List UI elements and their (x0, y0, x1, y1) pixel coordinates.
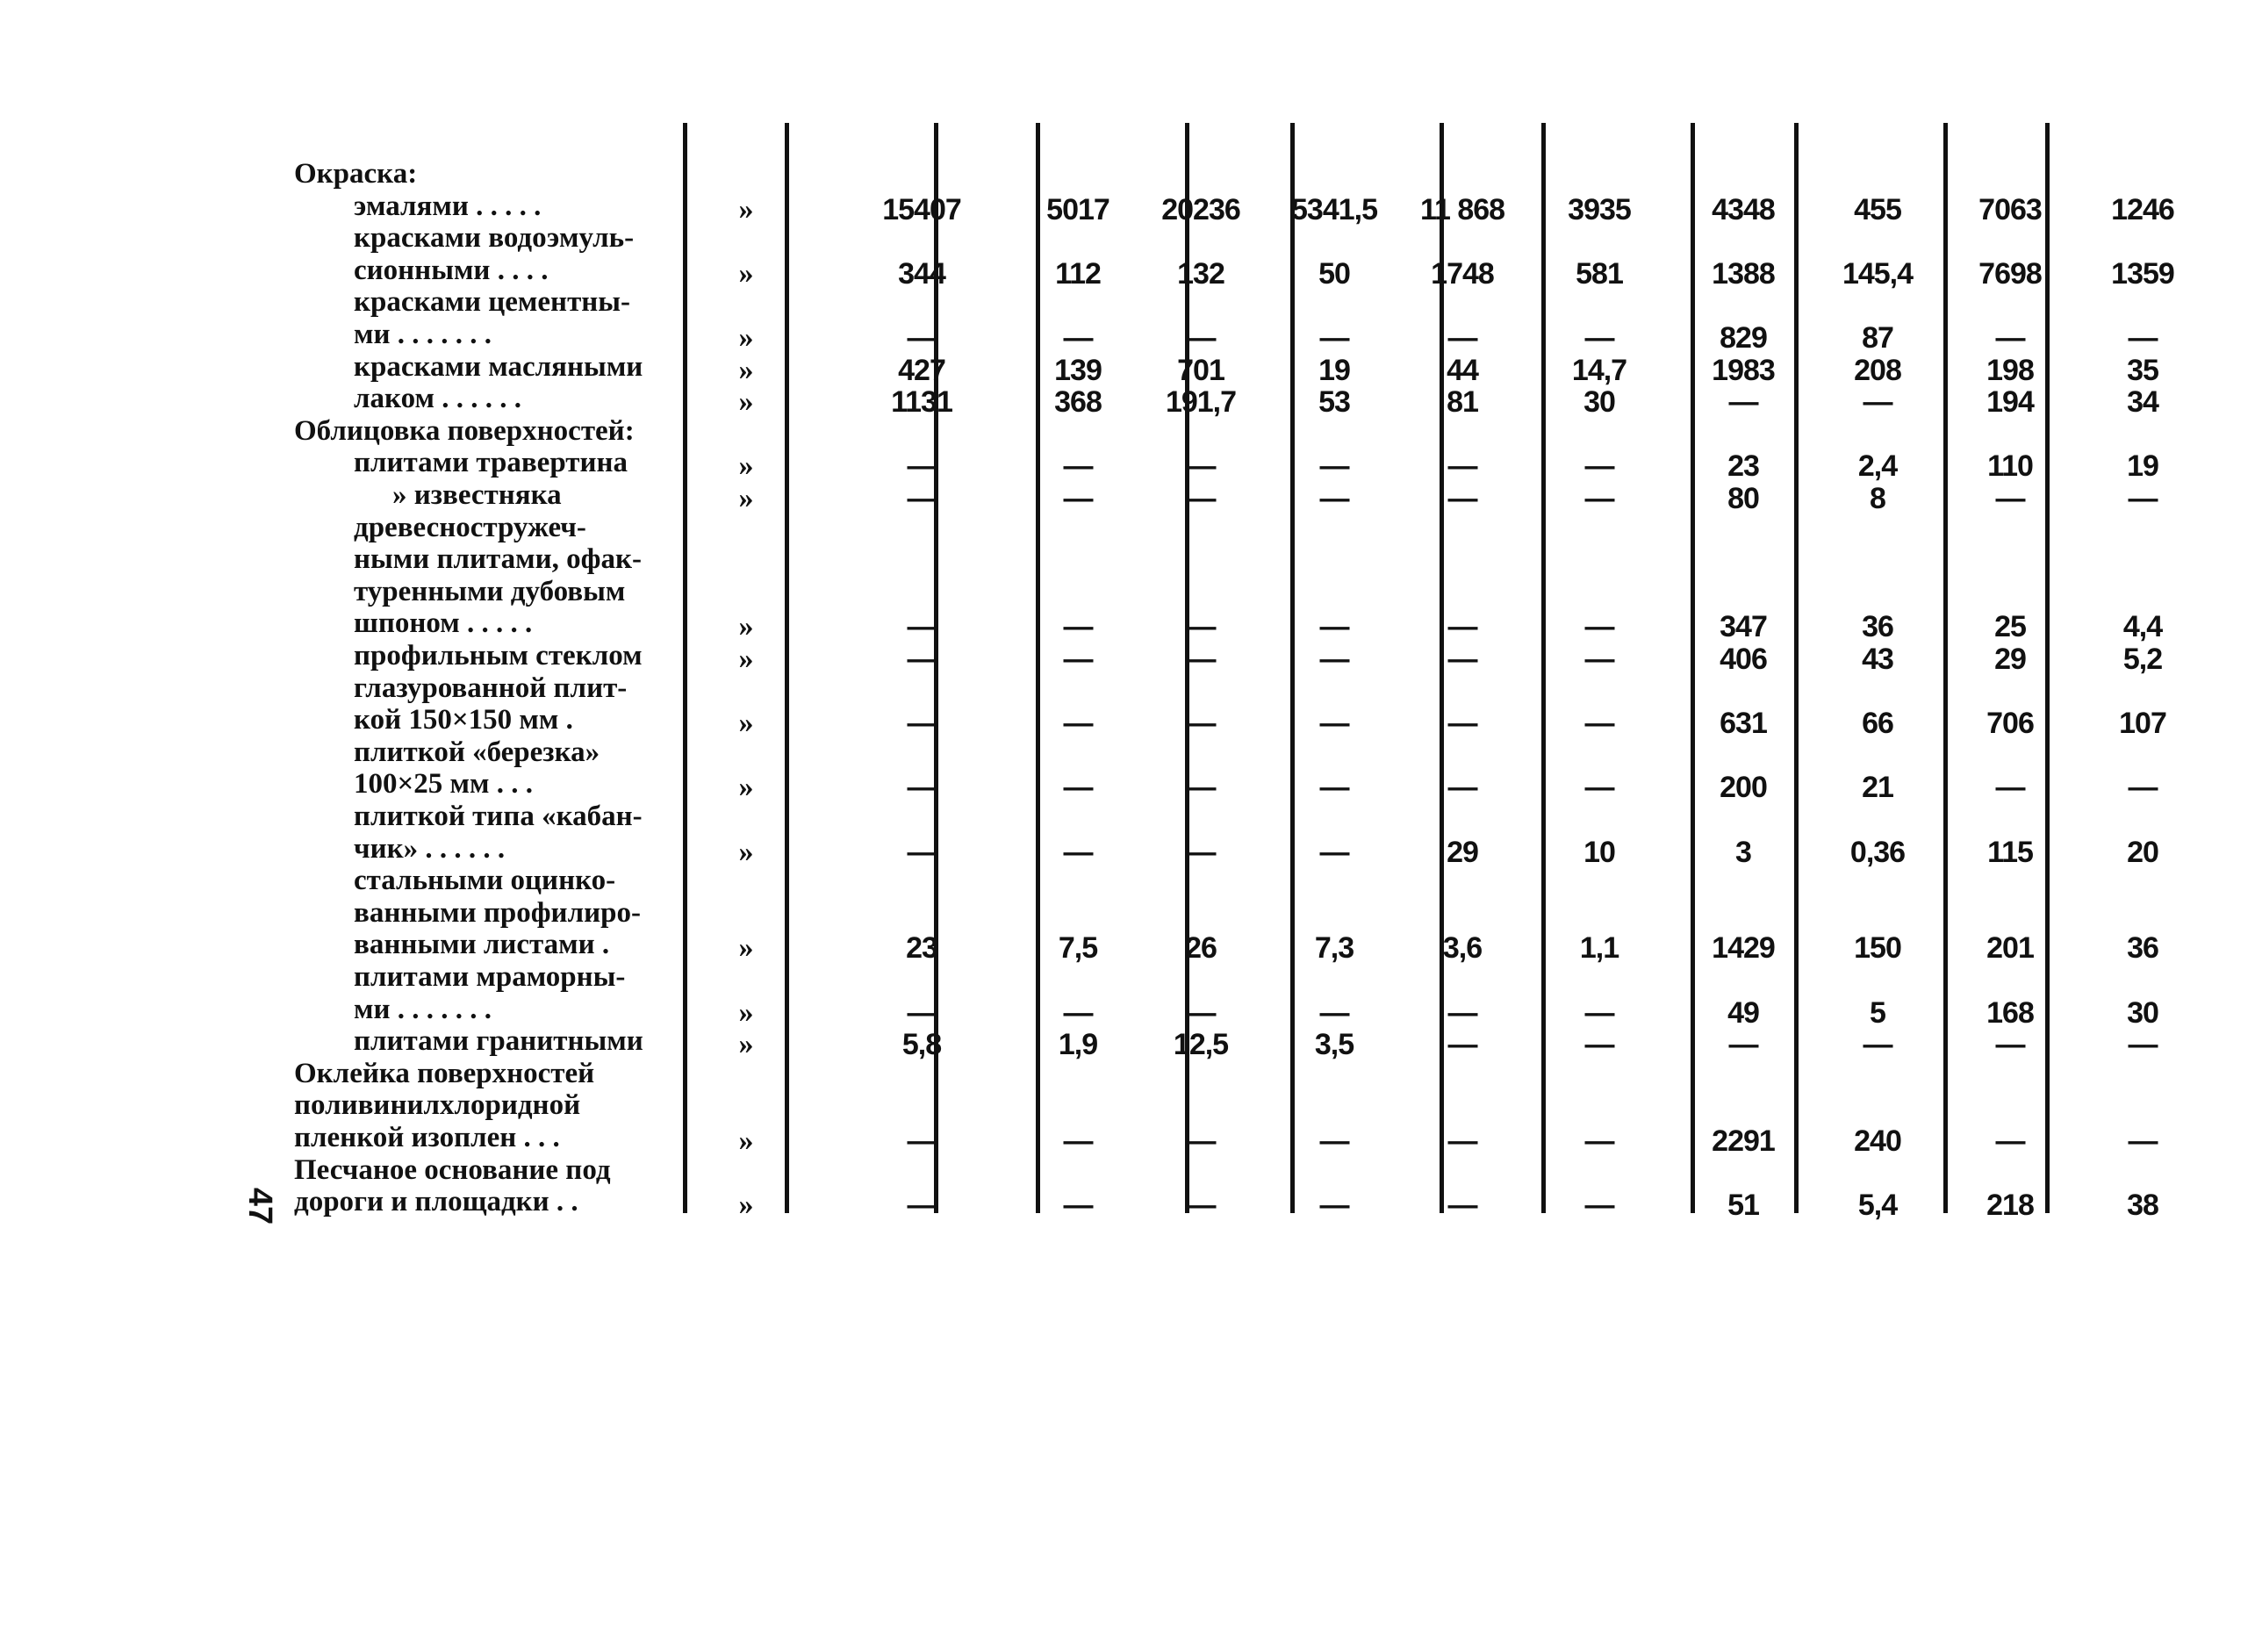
table-cell: 5,8 (901, 1028, 942, 1062)
table-cell: 1748 (1431, 256, 1494, 291)
page-number: 47 (241, 1187, 278, 1225)
unit-mark: » (738, 353, 754, 386)
table-cell: — (1063, 771, 1093, 805)
row-label-line: красками цементны- (354, 286, 631, 319)
table-cell: — (1584, 610, 1614, 644)
table-cell: 11 868 (1419, 192, 1505, 226)
table-cell: — (1319, 482, 1349, 515)
table-cell: 631 (1720, 707, 1767, 741)
table-cell: 81 (1447, 385, 1478, 420)
unit-mark: » (738, 931, 754, 965)
row-label-line: плиткой «березка» (354, 736, 600, 768)
table-cell: — (1186, 1189, 1216, 1223)
table-cell: 200 (1720, 771, 1767, 805)
table-cell: — (1186, 1124, 1216, 1158)
table-cell: — (1319, 643, 1349, 676)
table-cell: — (1584, 1189, 1614, 1223)
table-cell: 34 (2127, 385, 2158, 420)
table-cell: — (1584, 482, 1614, 515)
table-cell: — (1186, 707, 1216, 741)
row-label-line: плитами мраморны- (354, 961, 626, 993)
table-cell: — (1863, 1028, 1892, 1062)
row-label-line: ми . . . . . . . (354, 993, 492, 1025)
unit-mark: » (738, 449, 754, 483)
table-cell: 344 (898, 256, 945, 291)
table-cell: — (1995, 1124, 2025, 1158)
table-cell: — (1063, 321, 1093, 355)
table-cell: — (1995, 1028, 2025, 1062)
unit-mark: » (738, 1189, 754, 1222)
table-cell: 4348 (1712, 192, 1775, 226)
table-cell: — (1186, 321, 1216, 355)
table-cell: — (1584, 449, 1614, 484)
row-label-line: красками масляными (354, 350, 643, 383)
table-cell: 1,1 (1579, 931, 1619, 966)
table-cell: 29 (1447, 835, 1478, 869)
unit-mark: » (738, 192, 754, 226)
table-cell: — (2128, 1028, 2158, 1062)
table-cell: 12,5 (1173, 1028, 1229, 1062)
row-label-line: сионными . . . . (354, 254, 549, 286)
table-cell: 1131 (891, 385, 952, 420)
table-cell: — (1186, 449, 1216, 484)
table-cell: 87 (1862, 321, 1893, 355)
table-cell: — (1319, 835, 1349, 869)
table-cell: — (1319, 610, 1349, 644)
table-cell: — (907, 707, 937, 741)
table-cell: — (907, 1189, 937, 1223)
table-cell: 1246 (2111, 192, 2174, 226)
table-cell: 139 (1054, 353, 1102, 387)
table-cell: — (1447, 771, 1477, 805)
table-cell: 43 (1862, 643, 1893, 676)
table-cell: 20236 (1161, 192, 1240, 226)
table-cell: 80 (1727, 482, 1759, 515)
row-label-line: Окраска: (294, 158, 418, 190)
table-cell: 240 (1854, 1124, 1901, 1158)
table-cell: — (1319, 1124, 1349, 1158)
row-label-line: плиткой типа «кабан- (354, 801, 643, 832)
table-cell: 35 (2127, 353, 2158, 387)
table-cell: — (1319, 1189, 1349, 1223)
row-label-line: шпоном . . . . . (354, 607, 533, 640)
table-cell: — (1447, 1189, 1477, 1223)
row-label-line: ванными профилиро- (354, 896, 641, 929)
row-label-line: Облицовка поверхностей: (294, 414, 635, 447)
table-cell: — (2128, 1124, 2158, 1158)
row-label-line: эмалями . . . . . (354, 190, 542, 222)
table-cell: — (1447, 643, 1477, 676)
table-cell: — (1584, 1028, 1614, 1062)
row-label-line: профильным стеклом (354, 640, 643, 672)
table-cell: 829 (1720, 321, 1767, 355)
table-cell: — (1319, 771, 1349, 805)
table-cell: 23 (1727, 449, 1759, 484)
table-cell: — (1063, 835, 1093, 869)
table-cell: — (1447, 449, 1477, 484)
table-cell: 194 (1986, 385, 2034, 420)
table-cell: 115 (1987, 835, 2033, 869)
table-cell: 198 (1986, 353, 2034, 387)
table-cell: 5341,5 (1291, 192, 1377, 226)
unit-mark: » (738, 256, 754, 290)
table-cell: 53 (1318, 385, 1350, 420)
table-cell: 49 (1727, 995, 1759, 1030)
table-cell: 7,3 (1314, 931, 1354, 966)
table-cell: — (2128, 482, 2158, 515)
table-cell: 168 (1986, 995, 2034, 1030)
table-cell: 368 (1054, 385, 1102, 420)
table-cell: 5017 (1046, 192, 1109, 226)
table-cell: 36 (1862, 610, 1893, 644)
table-cell: 26 (1185, 931, 1217, 966)
table-cell: — (1447, 1124, 1477, 1158)
table-cell: — (1584, 1124, 1614, 1158)
table-cell: — (1319, 995, 1349, 1030)
table-cell: 1,9 (1058, 1028, 1098, 1062)
table-cell: — (1063, 707, 1093, 741)
table-cell: — (907, 321, 937, 355)
table-cell: — (2128, 771, 2158, 805)
table-cell: 208 (1854, 353, 1901, 387)
unit-mark: » (738, 1124, 754, 1157)
table-cell: 21 (1862, 771, 1893, 805)
table-cell: — (1447, 610, 1477, 644)
table-cell: 1983 (1712, 353, 1775, 387)
table-cell: 2,4 (1857, 449, 1898, 484)
table-cell: 19 (1318, 353, 1350, 387)
table-cell: — (1584, 643, 1614, 676)
table-cell: 50 (1318, 256, 1350, 291)
table-cell: 38 (2127, 1189, 2158, 1223)
row-label-line: лаком . . . . . . (354, 383, 521, 415)
table-cell: 150 (1854, 931, 1901, 966)
table-cell: — (1063, 610, 1093, 644)
column-rule (1943, 123, 1948, 1213)
row-label-line: пленкой изоплен . . . (294, 1122, 560, 1153)
unit-mark: » (738, 643, 754, 675)
table-cell: 19 (2127, 449, 2158, 484)
table-cell: — (1063, 995, 1093, 1030)
row-label-line: Оклейка поверхностей (294, 1057, 595, 1089)
table-cell: 51 (1727, 1189, 1759, 1223)
row-label-line: чик» . . . . . . (354, 832, 506, 865)
table-cell: — (1186, 995, 1216, 1030)
row-label-line: ми . . . . . . . (354, 319, 492, 350)
table-cell: — (1063, 449, 1093, 484)
table-cell: 25 (1994, 610, 2026, 644)
unit-mark: » (738, 771, 754, 804)
unit-mark: » (738, 321, 754, 354)
table-cell: — (907, 482, 937, 515)
table-cell: 0,36 (1849, 835, 1906, 869)
row-label-line: » известняка (392, 479, 562, 511)
row-label-line: ванными листами . (354, 929, 610, 961)
unit-mark: » (738, 835, 754, 868)
table-cell: — (907, 1124, 937, 1158)
table-cell: 3 (1735, 835, 1751, 869)
table-cell: 191,7 (1165, 385, 1237, 420)
table-cell: 110 (1987, 449, 2033, 484)
row-label-line: древесностружеч- (354, 511, 586, 543)
table-cell: 1388 (1712, 256, 1775, 291)
table-cell: 30 (2127, 995, 2158, 1030)
table-cell: 201 (1986, 931, 2034, 966)
table-cell: 4,4 (2122, 610, 2163, 644)
table-cell: — (1186, 771, 1216, 805)
unit-mark: » (738, 610, 754, 643)
table-cell: — (1319, 449, 1349, 484)
table-cell: — (1584, 321, 1614, 355)
table-cell: — (1063, 1124, 1093, 1158)
table-cell: — (907, 995, 937, 1030)
table-cell: 44 (1447, 353, 1478, 387)
table-cell: 15407 (882, 192, 961, 226)
table-cell: — (907, 449, 937, 484)
table-cell: — (1447, 482, 1477, 515)
table-cell: — (1186, 610, 1216, 644)
row-label-line: кой 150×150 мм . (354, 704, 573, 736)
table-cell: — (1447, 321, 1477, 355)
table-cell: 132 (1177, 256, 1224, 291)
table-cell: — (1584, 995, 1614, 1030)
table-cell: 23 (906, 931, 937, 966)
table-cell: 10 (1583, 835, 1615, 869)
unit-mark: » (738, 995, 754, 1029)
table-cell: — (1728, 385, 1758, 420)
table-cell: 145,4 (1842, 256, 1914, 291)
unit-mark: » (738, 1028, 754, 1061)
row-label-line: плитами гранитными (354, 1025, 643, 1058)
table-cell: 14,7 (1571, 353, 1627, 387)
table-cell: 427 (898, 353, 945, 387)
table-cell: 20 (2127, 835, 2158, 869)
row-label-line: туренными дубовым (354, 575, 626, 607)
row-label-line: стальными оцинко- (354, 865, 616, 897)
row-label-line: ными плитами, офак- (354, 543, 643, 576)
table-cell: 66 (1862, 707, 1893, 741)
column-rule (683, 123, 687, 1213)
table-cell: — (1584, 707, 1614, 741)
table-cell: 3935 (1568, 192, 1631, 226)
row-label-line: 100×25 мм . . . (354, 768, 534, 801)
table-cell: 3,6 (1442, 931, 1483, 966)
table-cell: 455 (1854, 192, 1901, 226)
table-cell: 5,4 (1857, 1189, 1898, 1223)
table-cell: — (1063, 643, 1093, 676)
table-cell: — (1863, 385, 1892, 420)
table-cell: 581 (1576, 256, 1623, 291)
table-cell: — (1186, 643, 1216, 676)
table-cell: — (1319, 707, 1349, 741)
row-label-line: Песчаное основание под (294, 1153, 611, 1186)
row-label-line: красками водоэмуль- (354, 222, 635, 255)
table-cell: 347 (1720, 610, 1767, 644)
table-cell: 8 (1870, 482, 1885, 515)
table-cell: 112 (1055, 256, 1101, 291)
table-cell: 7698 (1978, 256, 2042, 291)
table-cell: 36 (2127, 931, 2158, 966)
table-cell: — (1319, 321, 1349, 355)
table-cell: 1359 (2111, 256, 2174, 291)
table-cell: — (1995, 321, 2025, 355)
table-cell: 107 (2119, 707, 2166, 741)
table-cell: 406 (1720, 643, 1767, 676)
table-cell: — (907, 771, 937, 805)
column-rule (785, 123, 789, 1213)
table-cell: — (1584, 771, 1614, 805)
table-cell: — (1728, 1028, 1758, 1062)
table-cell: — (1186, 835, 1216, 869)
table-cell: 5,2 (2122, 643, 2163, 676)
unit-mark: » (738, 707, 754, 740)
table-cell: — (1995, 771, 2025, 805)
table-cell: 30 (1583, 385, 1615, 420)
table-cell: 1429 (1712, 931, 1775, 966)
table-cell: — (1186, 482, 1216, 515)
table-cell: — (1063, 482, 1093, 515)
row-label-line: дороги и площадки . . (294, 1186, 578, 1218)
unit-mark: » (738, 482, 754, 514)
table-cell: 29 (1994, 643, 2026, 676)
table-cell: — (907, 835, 937, 869)
row-label-line: поливинилхлоридной (294, 1089, 581, 1122)
table-cell: — (907, 610, 937, 644)
table-cell: 7,5 (1058, 931, 1098, 966)
table-cell: 3,5 (1314, 1028, 1354, 1062)
table-cell: — (1447, 707, 1477, 741)
table-cell: — (1063, 1189, 1093, 1223)
table-cell: 7063 (1978, 192, 2042, 226)
table-cell: 2291 (1712, 1124, 1775, 1158)
table-cell: — (1447, 1028, 1477, 1062)
table-cell: 218 (1986, 1189, 2034, 1223)
table-cell: 701 (1177, 353, 1224, 387)
table-cell: — (2128, 321, 2158, 355)
table-cell: 5 (1870, 995, 1885, 1030)
table-cell: — (907, 643, 937, 676)
table-cell: 706 (1986, 707, 2034, 741)
row-label-line: плитами травертина (354, 447, 628, 479)
row-label-line: глазурованной плит- (354, 672, 628, 704)
unit-mark: » (738, 385, 754, 419)
table-cell: — (1995, 482, 2025, 515)
table-cell: — (1447, 995, 1477, 1030)
